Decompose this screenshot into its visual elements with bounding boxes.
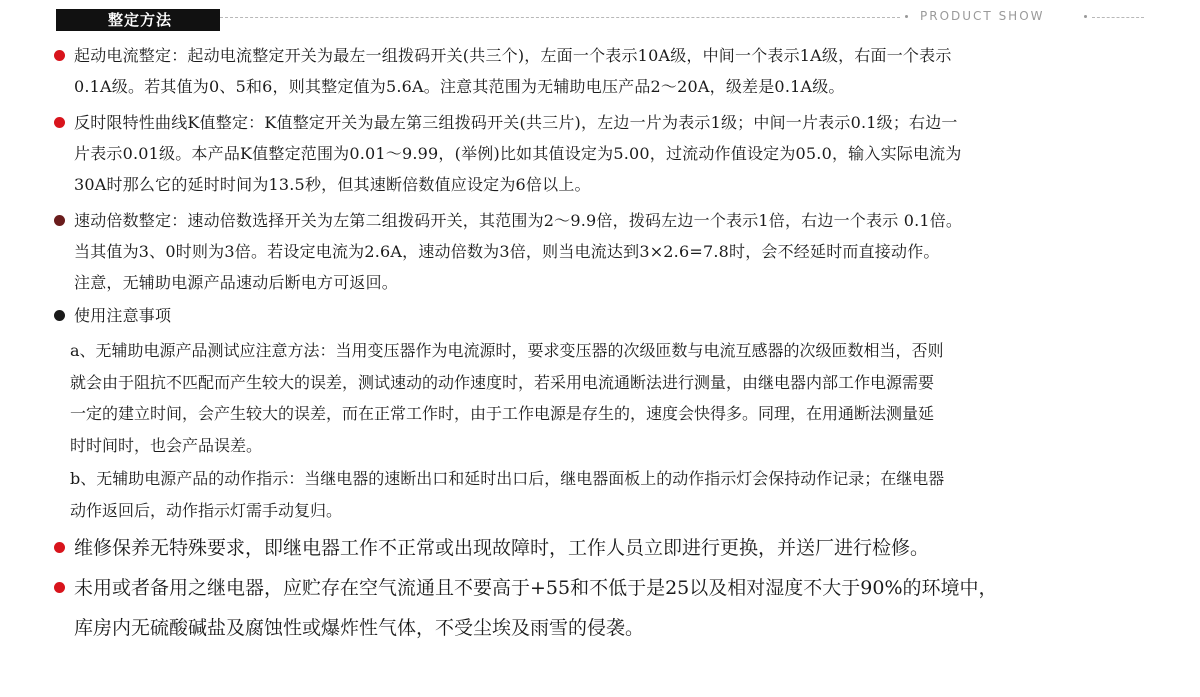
list-item — [54, 528, 1144, 568]
paragraph-line: 当其值为3、0时则为3倍。若设定电流为2.6A，速动倍数为3倍，则当电流达到3×2.6=7.8时，会不经延时而直接动作。 — [74, 242, 940, 261]
note-line: 时时间时，也会产品误差。 — [70, 435, 263, 455]
bullet-dot-icon — [54, 117, 65, 128]
bullet-dot-icon — [54, 582, 65, 593]
list-item — [54, 40, 1144, 102]
product-show-label: PRODUCT SHOW — [920, 9, 1045, 23]
divider-dot — [1084, 15, 1087, 18]
list-item — [54, 205, 1144, 298]
paragraph-line: 速动倍数整定：速动倍数选择开关为左第二组拨码开关，其范围为2～9.9倍，拨码左边一个表示1倍，右边一个表示 0.1倍。 — [74, 211, 963, 230]
list-item — [54, 300, 1144, 331]
bullet-dot-icon — [54, 50, 65, 61]
section-title: 整定方法 — [56, 9, 220, 31]
bullet-dot-icon — [54, 310, 65, 321]
bullet-dot-icon — [54, 542, 65, 553]
section-header — [0, 0, 1200, 36]
note-line: 就会由于阻抗不匹配而产生较大的误差，测试速动的动作速度时，若采用电流通断法进行测量，由继电器内部工作电源需要 — [70, 372, 935, 392]
paragraph-line: 反时限特性曲线K值整定：K值整定开关为最左第三组拨码开关(共三片)，左边一片为表示1级；中间一片表示0.1级；右边一 — [74, 113, 958, 132]
bullet-dot-icon — [54, 215, 65, 226]
note-line: a、无辅助电源产品测试应注意方法：当用变压器作为电流源时，要求变压器的次级匝数与电流互感器的次级匝数相当，否则 — [70, 341, 944, 360]
header-divider — [220, 17, 900, 18]
note-line: b、无辅助电源产品的动作指示：当继电器的速断出口和延时出口后，继电器面板上的动作指示灯会保持动作记录；在继电器 — [70, 469, 945, 488]
paragraph-line: 未用或者备用之继电器，应贮存在空气流通且不要高于+55和不低于是25以及相对湿度不大于90%的环境中， — [74, 577, 998, 599]
list-item — [54, 107, 1144, 200]
subsection-heading: 使用注意事项 — [74, 306, 172, 325]
document-body — [54, 40, 1144, 648]
paragraph-line: 库房内无硫酸碱盐及腐蚀性或爆炸性气体，不受尘埃及雨雪的侵袭。 — [74, 617, 645, 639]
note-line: 动作返回后，动作指示灯需手动复归。 — [70, 500, 343, 520]
paragraph-line: 片表示0.01级。本产品K值整定范围为0.01～9.99，(举例)比如其值设定为5.00，过流动作值设定为05.0，输入实际电流为 — [74, 144, 962, 163]
paragraph-line: 起动电流整定：起动电流整定开关为最左一组拨码开关(共三个)，左面一个表示10A级，中间一个表示1A级，右面一个表示 — [74, 46, 952, 65]
divider-dot — [905, 15, 908, 18]
note-line: 一定的建立时间，会产生较大的误差，而在正常工作时，由于工作电源是存生的，速度会快得多。同理，在用通断法测量延 — [70, 404, 935, 423]
paragraph-line: 注意，无辅助电源产品速动后断电方可返回。 — [74, 273, 399, 292]
paragraph-line: 30A时那么它的延时时间为13.5秒，但其速断倍数值应设定为6倍以上。 — [74, 175, 591, 194]
paragraph-line: 0.1A级。若其值为0、5和6，则其整定值为5.6A。注意其范围为无辅助电压产品2～20A，级差是0.1A级。 — [74, 77, 845, 96]
list-item — [54, 568, 1144, 648]
header-divider-right — [1092, 17, 1144, 18]
paragraph-line: 维修保养无特殊要求，即继电器工作不正常或出现故障时，工作人员立即进行更换，并送厂进行检修。 — [74, 537, 930, 559]
notes-block — [54, 335, 1144, 526]
